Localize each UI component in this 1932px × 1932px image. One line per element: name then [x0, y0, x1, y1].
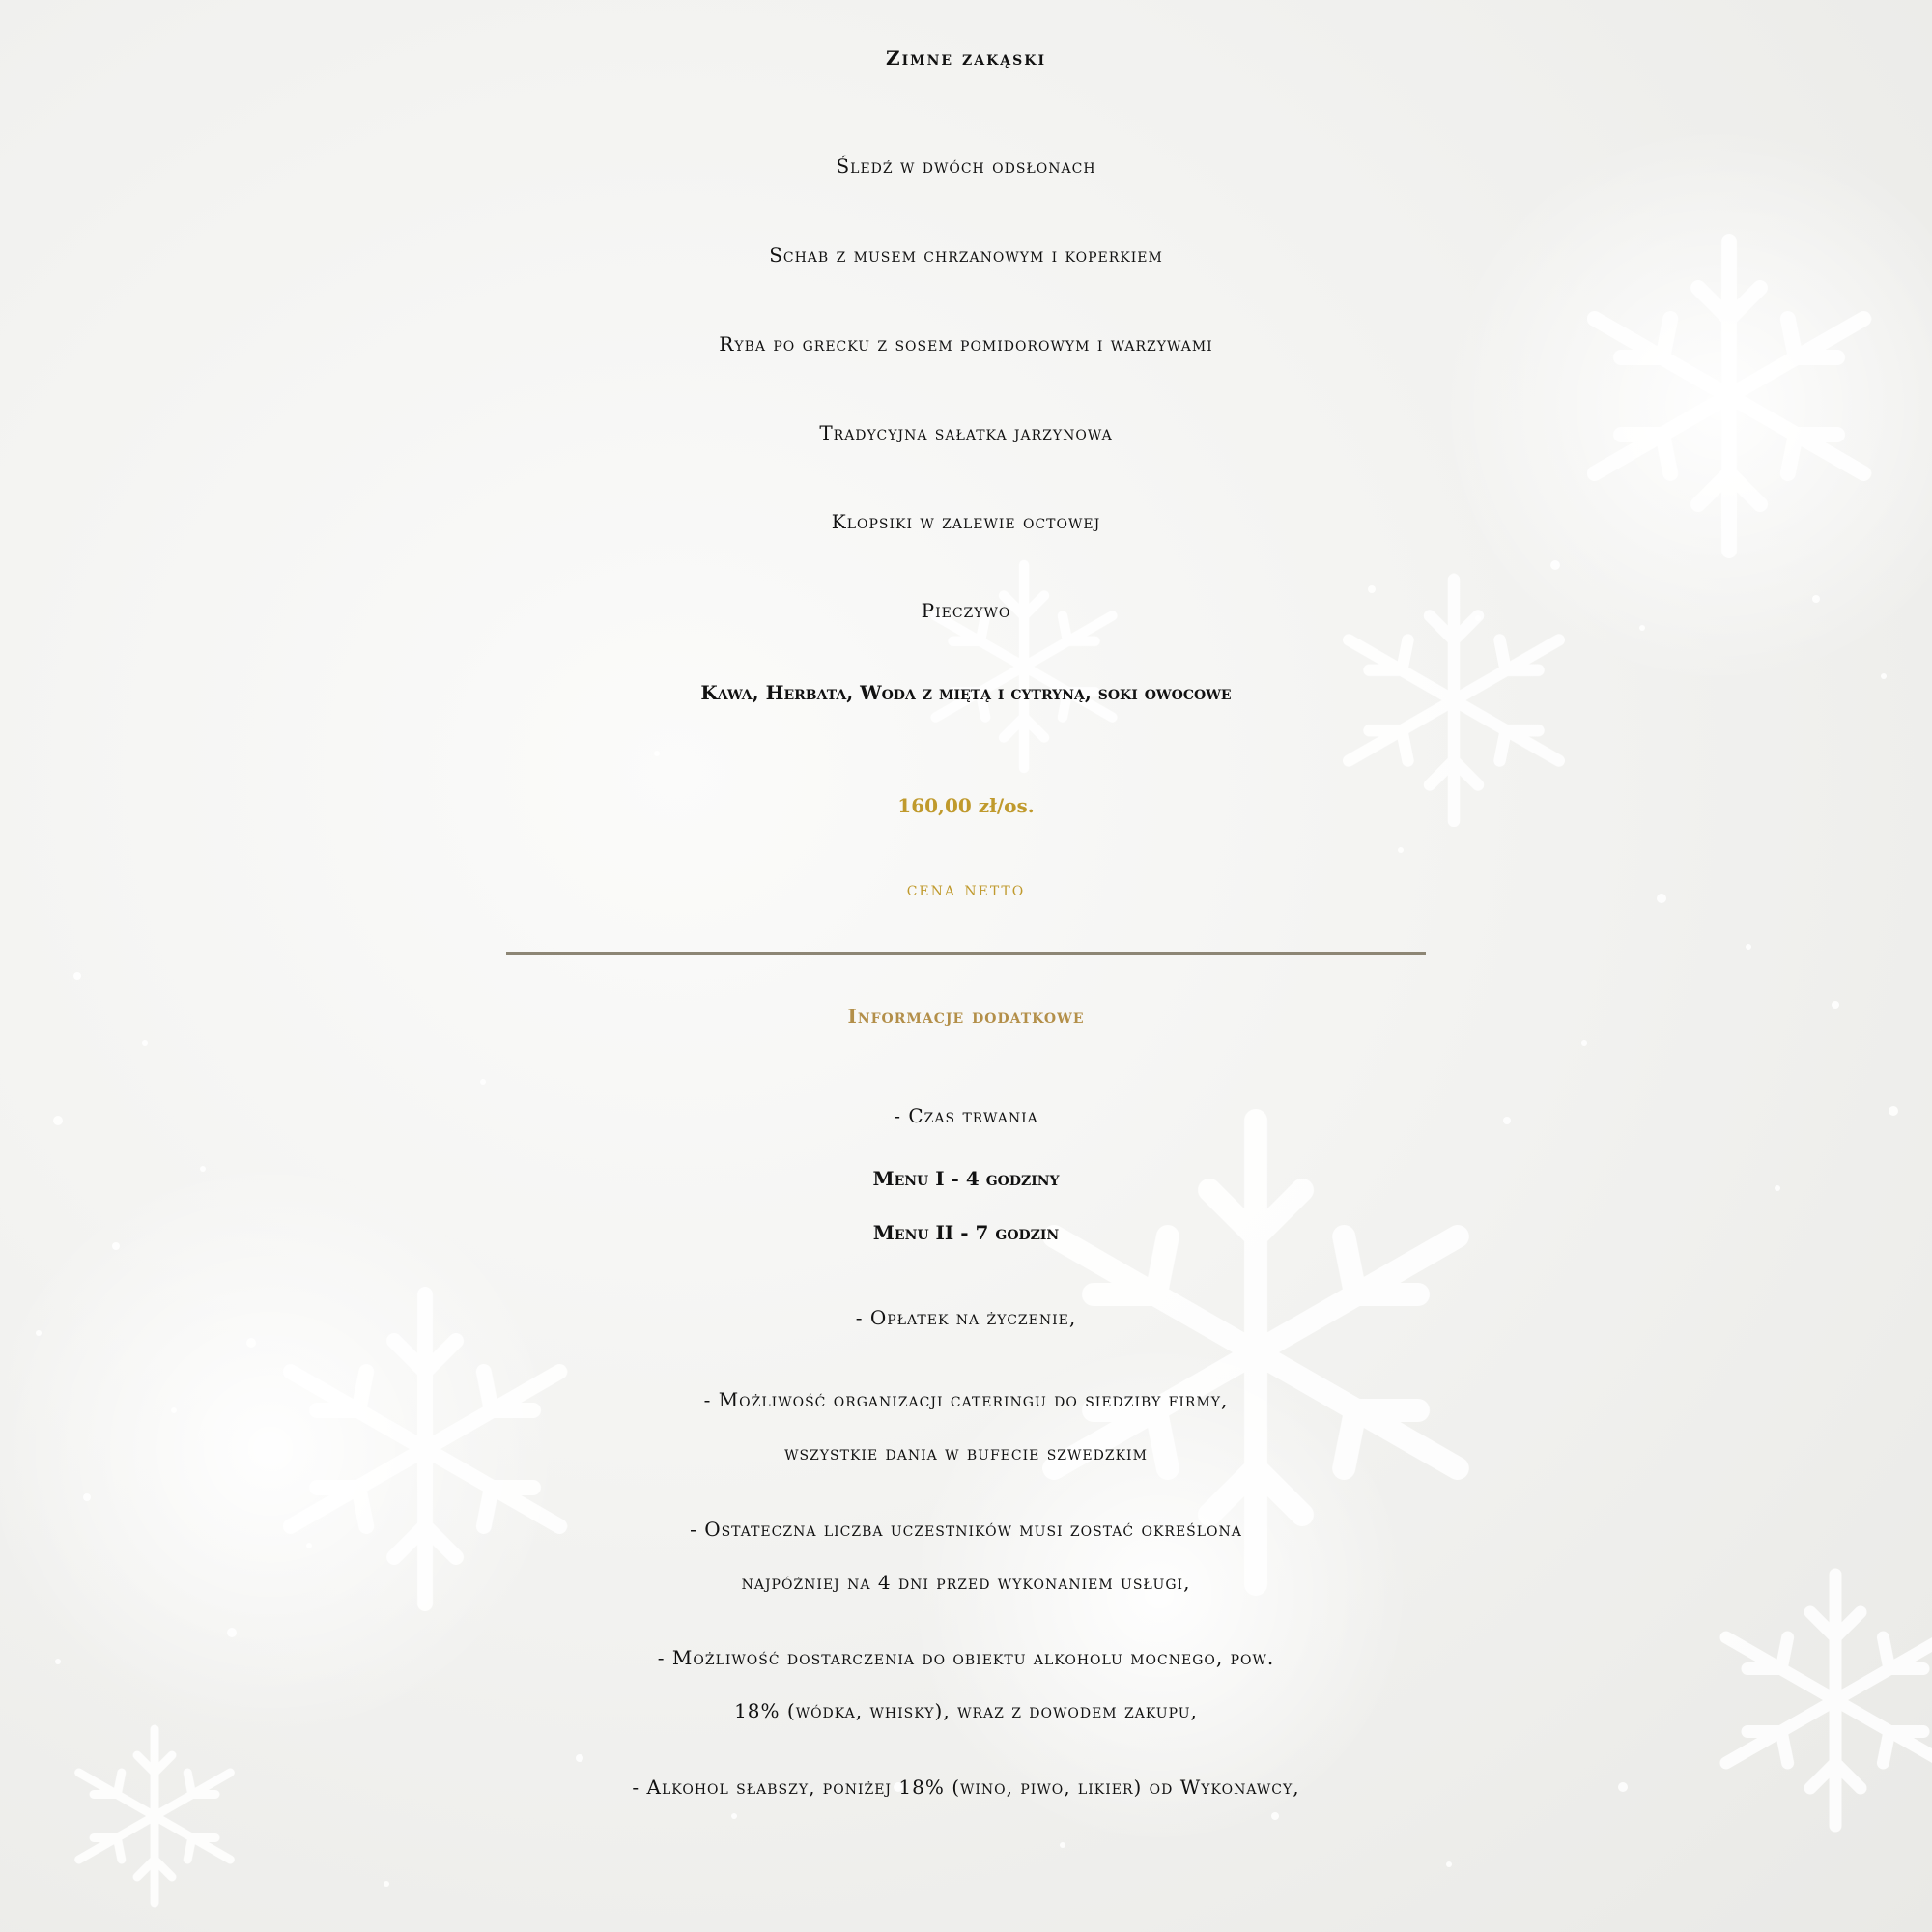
divider [506, 952, 1426, 955]
additional-info-title: Informacje dodatkowe [847, 1005, 1085, 1028]
strong-alcohol-note-line-1: - Możliwość dostarczenia do obiektu alkoholu mocnego, pow. [657, 1646, 1275, 1669]
menu-one-duration: Menu I - 4 godziny [872, 1167, 1060, 1190]
drinks-line: Kawa, Herbata, Woda z miętą i cytryną, soki owocowe [700, 681, 1232, 704]
strong-alcohol-note-line-2: 18% (wódka, whisky), wraz z dowodem zakupu, [734, 1699, 1198, 1722]
participants-note-line-2: najpóźniej na 4 dni przed wykonaniem usługi, [741, 1571, 1191, 1594]
wafer-note: - Opłatek na życzenie, [855, 1306, 1077, 1329]
catering-note-line-2: wszystkie dania w bufecie szwedzkim [784, 1441, 1148, 1464]
menu-item-pork: Schab z musem chrzanowym i koperkiem [769, 243, 1163, 267]
menu-two-duration: Menu II - 7 godzin [872, 1221, 1060, 1244]
price-amount: 160,00 zł/os. [897, 794, 1035, 817]
menu-item-meatballs: Klopsiki w zalewie octowej [831, 510, 1101, 533]
menu-item-fish: Ryba po grecku z sosem pomidorowym i warzywami [719, 332, 1213, 355]
menu-item-bread: Pieczywo [921, 599, 1011, 622]
participants-note-line-1: - Ostateczna liczba uczestników musi zostać określona [690, 1518, 1242, 1541]
catering-note-line-1: - Możliwość organizacji cateringu do siedziby firmy, [703, 1388, 1229, 1411]
menu-item-salad: Tradycyjna sałatka jarzynowa [819, 421, 1113, 444]
menu-item-herring: Śledź w dwóch odsłonach [836, 155, 1096, 178]
price-note: cena netto [906, 877, 1026, 900]
cold-appetizers-title: Zimne zakąski [885, 46, 1046, 70]
duration-label: - Czas trwania [894, 1104, 1038, 1127]
weak-alcohol-note: - Alkohol słabszy, poniżej 18% (wino, piwo, likier) od Wykonawcy, [632, 1776, 1300, 1799]
